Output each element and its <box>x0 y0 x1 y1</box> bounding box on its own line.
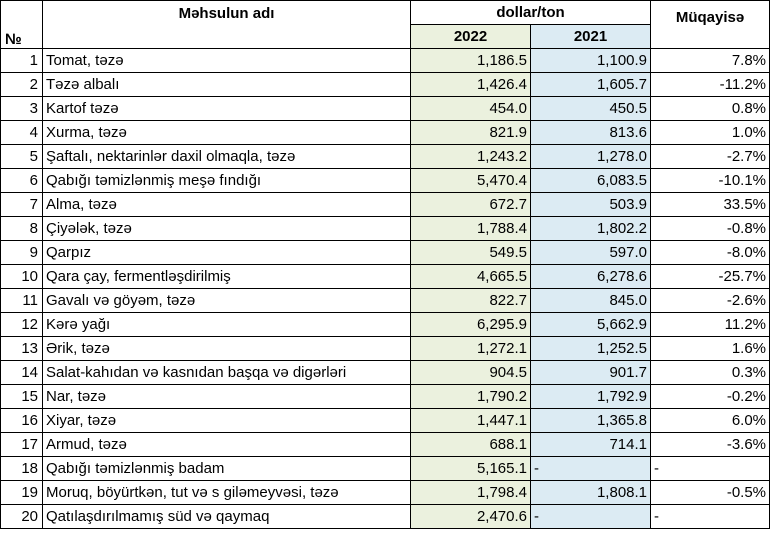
row-number: 16 <box>1 409 43 433</box>
product-name: Alma, təzə <box>43 193 411 217</box>
product-name: Salat-kahıdan və kasnıdan başqa və digərləri <box>43 361 411 385</box>
table-body <box>1 49 770 529</box>
comparison-percent: - <box>651 457 770 481</box>
comparison-percent: 0.3% <box>651 361 770 385</box>
row-number: 5 <box>1 145 43 169</box>
row-number: 17 <box>1 433 43 457</box>
row-number: 14 <box>1 361 43 385</box>
product-name: Armud, təzə <box>43 433 411 457</box>
row-number: 20 <box>1 505 43 529</box>
table-row <box>1 289 770 313</box>
value-2021: 714.1 <box>531 433 651 457</box>
comparison-percent: -2.7% <box>651 145 770 169</box>
table-row <box>1 97 770 121</box>
table-row <box>1 433 770 457</box>
header-year-2021: 2021 <box>531 25 651 49</box>
table-row <box>1 409 770 433</box>
product-name: Təzə albalı <box>43 73 411 97</box>
product-name: Nar, təzə <box>43 385 411 409</box>
table-row <box>1 49 770 73</box>
value-2022: 4,665.5 <box>411 265 531 289</box>
value-2022: 822.7 <box>411 289 531 313</box>
value-2022: 904.5 <box>411 361 531 385</box>
value-2022: 549.5 <box>411 241 531 265</box>
comparison-percent: 11.2% <box>651 313 770 337</box>
product-name: Qabığı təmizlənmiş badam <box>43 457 411 481</box>
row-number: 1 <box>1 49 43 73</box>
table-row <box>1 121 770 145</box>
value-2021: 1,792.9 <box>531 385 651 409</box>
table-row <box>1 73 770 97</box>
product-name: Qatılaşdırılmamış süd və qaymaq <box>43 505 411 529</box>
table-row <box>1 145 770 169</box>
value-2021: 1,278.0 <box>531 145 651 169</box>
row-number: 13 <box>1 337 43 361</box>
value-2021: 1,808.1 <box>531 481 651 505</box>
row-number: 10 <box>1 265 43 289</box>
value-2021: 813.6 <box>531 121 651 145</box>
table-row <box>1 361 770 385</box>
row-number: 6 <box>1 169 43 193</box>
value-2022: 672.7 <box>411 193 531 217</box>
row-number: 4 <box>1 121 43 145</box>
comparison-percent: -25.7% <box>651 265 770 289</box>
product-name: Qabığı təmizlənmiş meşə fındığı <box>43 169 411 193</box>
row-number: 2 <box>1 73 43 97</box>
row-number: 19 <box>1 481 43 505</box>
product-name: Kərə yağı <box>43 313 411 337</box>
row-number: 12 <box>1 313 43 337</box>
header-year-2022: 2022 <box>411 25 531 49</box>
comparison-percent: 6.0% <box>651 409 770 433</box>
value-2022: 6,295.9 <box>411 313 531 337</box>
table-row <box>1 385 770 409</box>
table-row <box>1 265 770 289</box>
product-name: Moruq, böyürtkən, tut və s giləmeyvəsi, təzə <box>43 481 411 505</box>
table-row <box>1 481 770 505</box>
value-2022: 1,790.2 <box>411 385 531 409</box>
header-product-name: Məhsulun adı <box>43 1 411 49</box>
product-name: Xurma, təzə <box>43 121 411 145</box>
comparison-percent: 33.5% <box>651 193 770 217</box>
value-2021: 1,802.2 <box>531 217 651 241</box>
comparison-percent: 7.8% <box>651 49 770 73</box>
value-2021: 503.9 <box>531 193 651 217</box>
product-name: Çiyələk, təzə <box>43 217 411 241</box>
value-2022: 1,788.4 <box>411 217 531 241</box>
table-row <box>1 313 770 337</box>
product-name: Tomat, təzə <box>43 49 411 73</box>
value-2021: 5,662.9 <box>531 313 651 337</box>
table-row <box>1 193 770 217</box>
comparison-percent: -0.8% <box>651 217 770 241</box>
value-2021: - <box>531 505 651 529</box>
value-2022: 454.0 <box>411 97 531 121</box>
row-number: 11 <box>1 289 43 313</box>
table-row <box>1 169 770 193</box>
value-2021: 6,278.6 <box>531 265 651 289</box>
value-2021: 1,605.7 <box>531 73 651 97</box>
comparison-percent: 0.8% <box>651 97 770 121</box>
product-name: Ərik, təzə <box>43 337 411 361</box>
value-2022: 688.1 <box>411 433 531 457</box>
value-2021: - <box>531 457 651 481</box>
value-2021: 901.7 <box>531 361 651 385</box>
value-2022: 5,165.1 <box>411 457 531 481</box>
value-2022: 1,272.1 <box>411 337 531 361</box>
header-unit: dollar/ton <box>411 1 651 25</box>
value-2022: 1,447.1 <box>411 409 531 433</box>
product-name: Xiyar, təzə <box>43 409 411 433</box>
value-2022: 5,470.4 <box>411 169 531 193</box>
table-header <box>1 1 770 49</box>
value-2021: 1,252.5 <box>531 337 651 361</box>
row-number: 3 <box>1 97 43 121</box>
row-number: 9 <box>1 241 43 265</box>
product-name: Şaftalı, nektarinlər daxil olmaqla, təzə <box>43 145 411 169</box>
table-row <box>1 241 770 265</box>
row-number: 8 <box>1 217 43 241</box>
product-name: Qara çay, fermentləşdirilmiş <box>43 265 411 289</box>
header-comparison: Müqayisə <box>651 1 770 49</box>
comparison-percent: -8.0% <box>651 241 770 265</box>
value-2022: 1,426.4 <box>411 73 531 97</box>
value-2022: 1,243.2 <box>411 145 531 169</box>
row-number: 18 <box>1 457 43 481</box>
product-name: Gavalı və göyəm, təzə <box>43 289 411 313</box>
value-2021: 597.0 <box>531 241 651 265</box>
comparison-percent: - <box>651 505 770 529</box>
value-2022: 1,186.5 <box>411 49 531 73</box>
value-2022: 1,798.4 <box>411 481 531 505</box>
table-row <box>1 337 770 361</box>
row-number: 15 <box>1 385 43 409</box>
comparison-percent: -3.6% <box>651 433 770 457</box>
value-2021: 1,365.8 <box>531 409 651 433</box>
table-row <box>1 457 770 481</box>
comparison-percent: 1.6% <box>651 337 770 361</box>
comparison-percent: -2.6% <box>651 289 770 313</box>
row-number: 7 <box>1 193 43 217</box>
comparison-percent: -0.2% <box>651 385 770 409</box>
table-row <box>1 217 770 241</box>
table-row <box>1 505 770 529</box>
value-2021: 6,083.5 <box>531 169 651 193</box>
comparison-percent: -0.5% <box>651 481 770 505</box>
comparison-percent: -11.2% <box>651 73 770 97</box>
header-number: № <box>1 1 43 49</box>
product-name: Kartof təzə <box>43 97 411 121</box>
value-2022: 2,470.6 <box>411 505 531 529</box>
comparison-percent: 1.0% <box>651 121 770 145</box>
value-2021: 845.0 <box>531 289 651 313</box>
comparison-percent: -10.1% <box>651 169 770 193</box>
product-name: Qarpız <box>43 241 411 265</box>
value-2021: 450.5 <box>531 97 651 121</box>
value-2022: 821.9 <box>411 121 531 145</box>
value-2021: 1,100.9 <box>531 49 651 73</box>
